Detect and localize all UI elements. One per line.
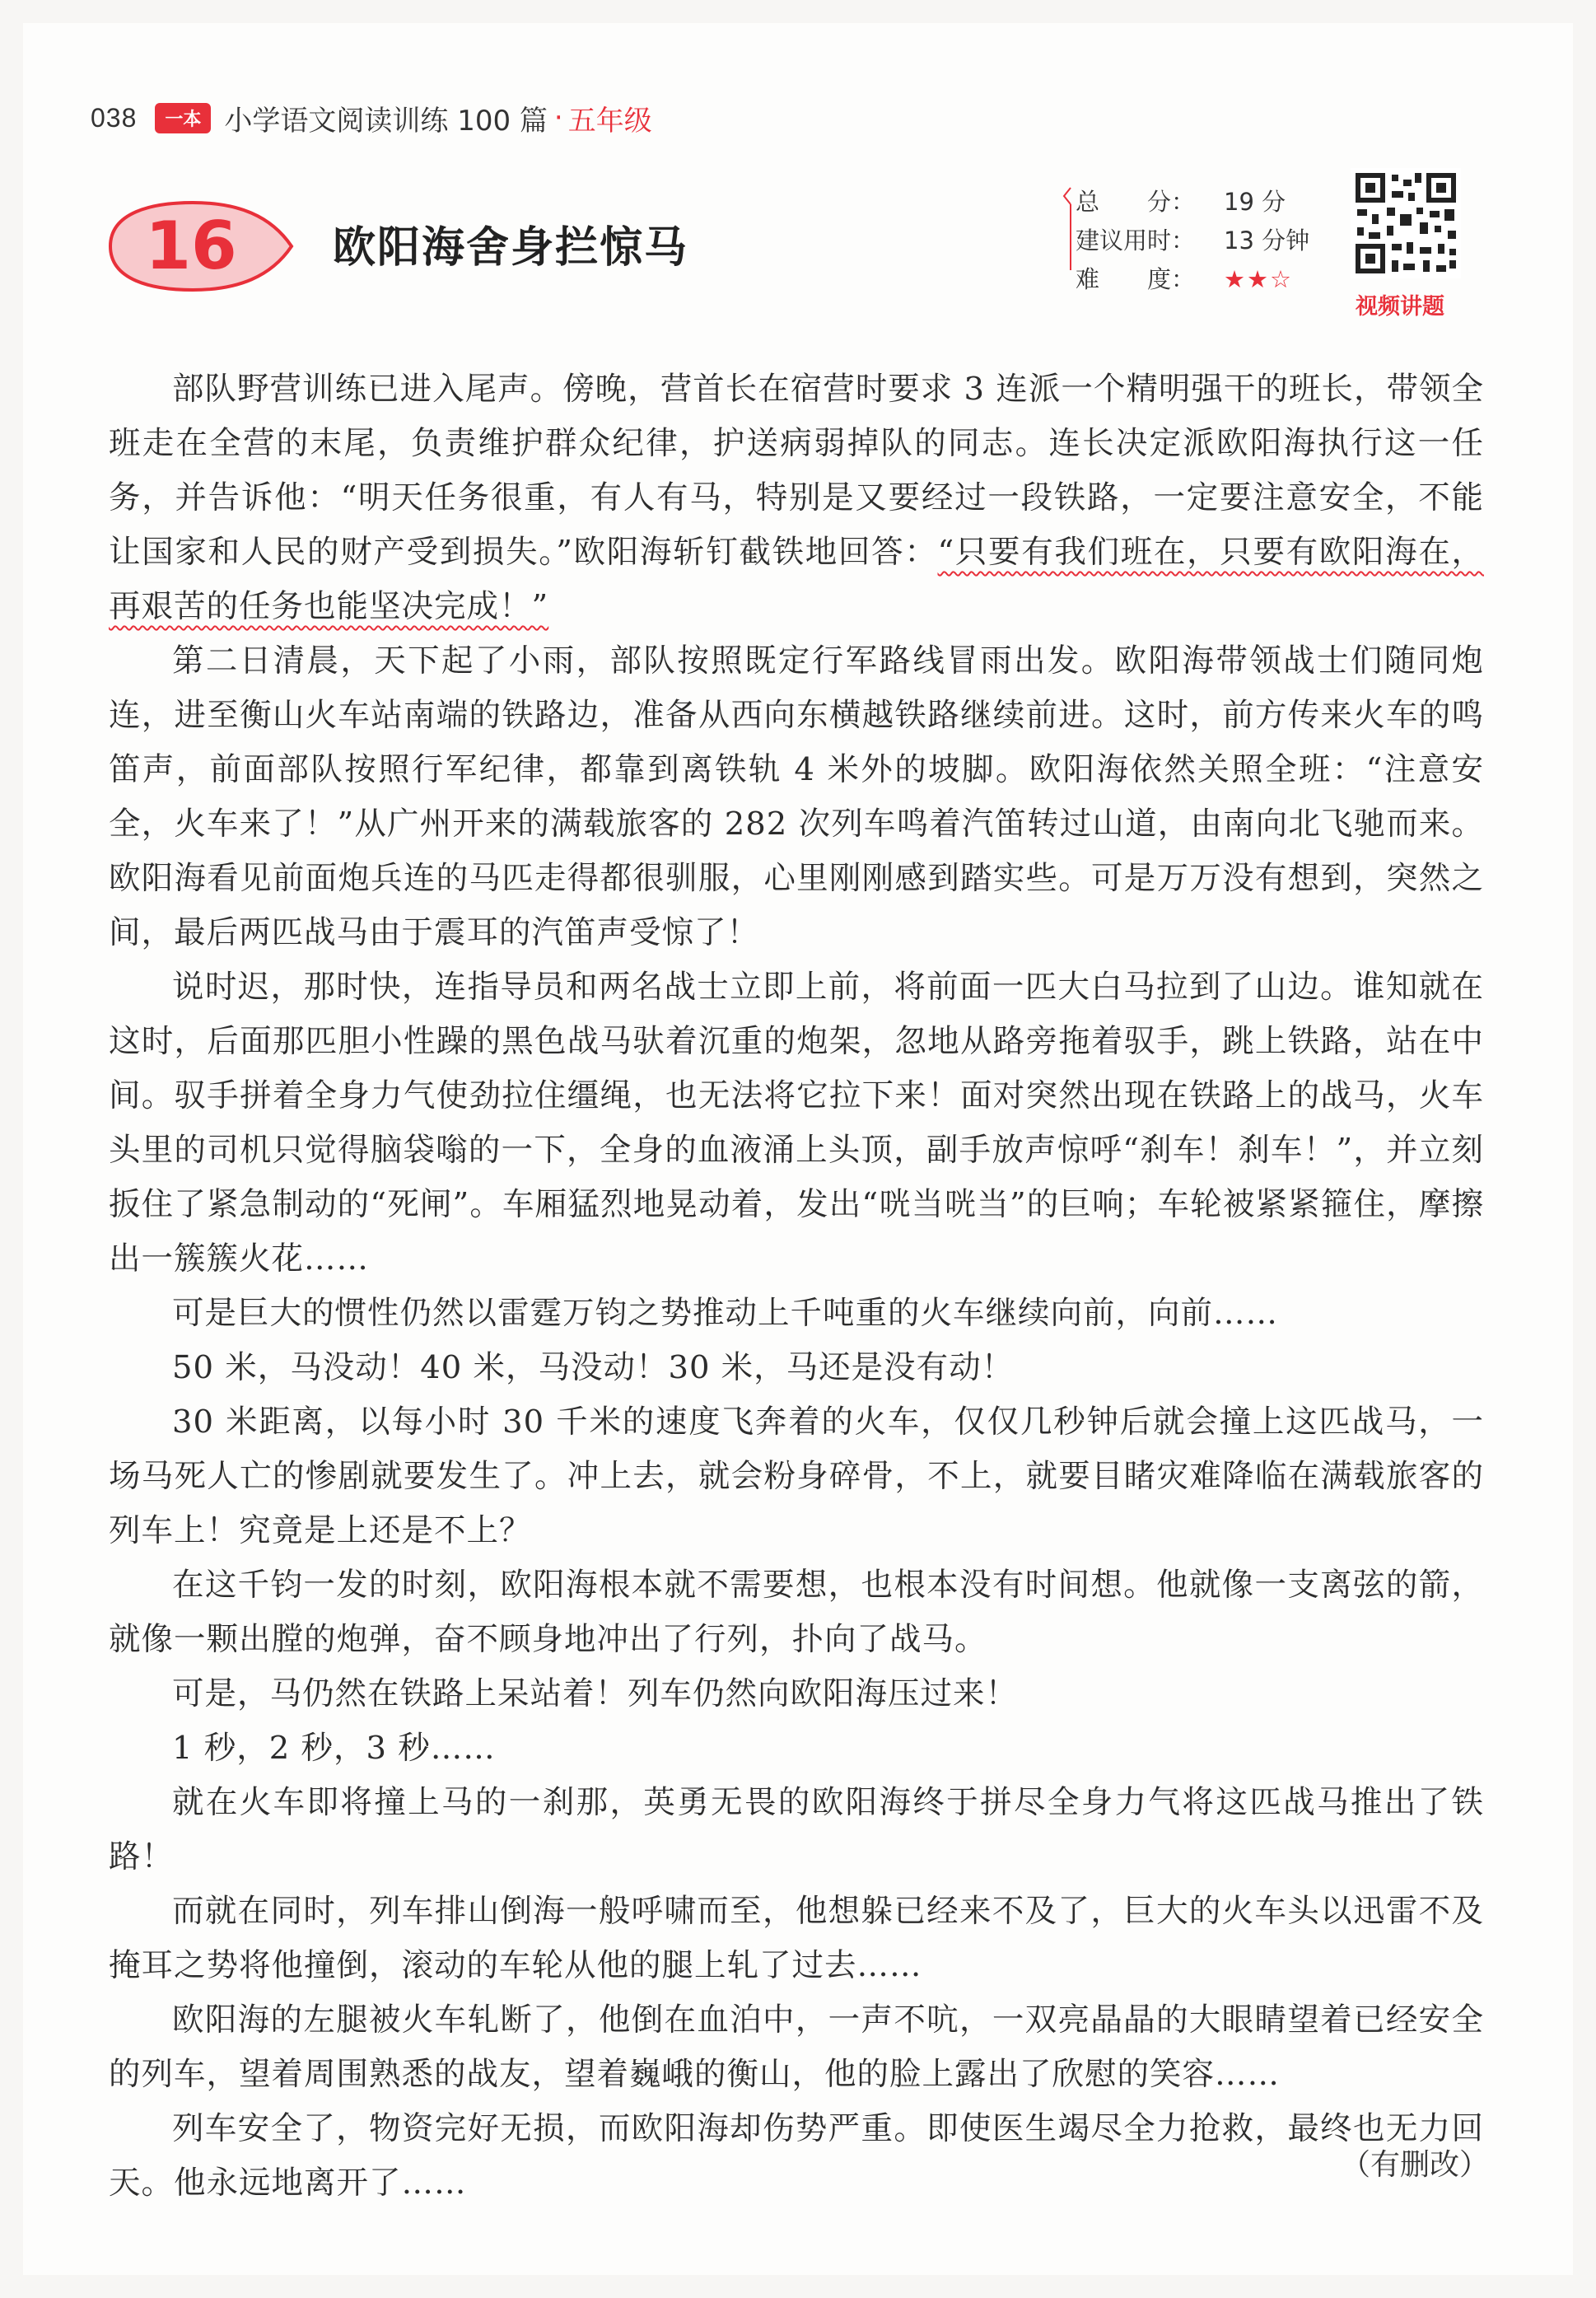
difficulty-stars: ★★☆: [1224, 265, 1293, 293]
paragraph: [109, 362, 1484, 634]
video-lesson-link[interactable]: 视频讲题: [1356, 294, 1444, 320]
suggested-time-label: 建议用时：: [1076, 227, 1196, 255]
running-header: [91, 97, 652, 138]
paragraph: 50 米，马没动！40 米，马没动！30 米，马还是没有动！: [172, 1349, 1015, 1386]
paragraph: 1 秒，2 秒，3 秒……: [172, 1730, 496, 1767]
lesson-number: 16: [145, 208, 237, 284]
source-note: （有删改）: [1340, 2148, 1489, 2182]
paragraph: 第二日清晨，天下起了小雨，部队按照既定行军路线冒雨出发。欧阳海带领战士们随同炮连，进至衡山火车站南端的铁路边，准备从西向东横越铁路继续前进。这时，前方传来火车的鸣笛声，前面部队按照行军纪律，都靠到离铁轨 4 米外的坡脚。欧阳海依然关照全班：“注意安全，火车来了！”从广州开来的满载旅客的 282 次列车鸣着汽笛转过山道，由南向北飞驰而来。欧阳海看见前面炮兵连的马匹走得都很驯服，心里刚刚感到踏实些。可是万万没有想到，突然之间，最后两匹战马由于震耳的汽笛声受惊了！: [109, 642, 1484, 951]
paragraph: 30 米距离，以每小时 30 千米的速度飞奔着的火车，仅仅几秒钟后就会撞上这匹战马，一场马死人亡的惨剧就要发生了。冲上去，就会粉身碎骨，不上，就要目睹灾难降临在满载旅客的列车上！究竟是上还是不上？: [109, 1404, 1484, 1549]
paragraph: 列车安全了，物资完好无损，而欧阳海却伤势严重。即使医生竭尽全力抢救，最终也无力回天。他永远地离开了……: [109, 2110, 1484, 2202]
difficulty-label: 难 度：: [1076, 265, 1196, 293]
grade-label: 五年级: [567, 104, 652, 138]
article-body: [109, 362, 1484, 2211]
qr-code-icon[interactable]: [1351, 168, 1461, 278]
bracket-decoration: [1061, 184, 1074, 275]
suggested-time-value: 13 分钟: [1224, 227, 1310, 255]
paragraph: 可是巨大的惯性仍然以雷霆万钧之势推动上千吨重的火车继续向前，向前……: [172, 1295, 1279, 1332]
page-number: 038: [91, 102, 138, 133]
paragraph-text: 部队野营训练已进入尾声。傍晚，营首长在宿营时要求 3 连派一个精明强干的班长，带领全班走在全营的末尾，负责维护群众纪律，护送病弱掉队的同志。连长决定派欧阳海执行这一任务，并告诉他：“明天任务很重，有人有马，特别是又要经过一段铁路，一定要注意安全，不能让国家和人民的财产受到损失。”欧阳海斩钉截铁地回答：: [109, 371, 1484, 571]
article-title: 欧阳海舍身拦惊马: [333, 223, 689, 273]
info-box: [1076, 183, 1309, 299]
brand-logo: 一本: [155, 103, 211, 133]
series-title: 小学语文阅读训练 100 篇: [224, 104, 548, 138]
total-score-value: 19 分: [1224, 188, 1286, 216]
paragraph: 说时迟，那时快，连指导员和两名战士立即上前，将前面一匹大白马拉到了山边。谁知就在这时，后面那匹胆小性躁的黑色战马驮着沉重的炮架，忽地从路旁拖着驭手，跳上铁路，站在中间。驭手拼着全身力气使劲拉住缰绳，也无法将它拉下来！面对突然出现在铁路上的战马，火车头里的司机只觉得脑袋嗡的一下，全身的血液涌上头顶，副手放声惊呼“刹车！刹车！”，并立刻扳住了紧急制动的“死闸”。车厢猛烈地晃动着，发出“咣当咣当”的巨响；车轮被紧紧箍住，摩擦出一簇簇火花……: [109, 969, 1484, 1277]
underlined-quote: “只要有我们班在，只要有欧阳海在，再艰苦的任务也能坚决完成！”: [109, 534, 1484, 625]
paragraph: 可是，马仍然在铁路上呆站着！列车仍然向欧阳海压过来！: [172, 1675, 1019, 1712]
paragraph: 就在火车即将撞上马的一刹那，英勇无畏的欧阳海终于拼尽全身力气将这匹战马推出了铁路！: [109, 1784, 1484, 1875]
lesson-number-badge: [94, 198, 295, 295]
paragraph: 在这千钧一发的时刻，欧阳海根本就不需要想，也根本没有时间想。他就像一支离弦的箭，就像一颗出膛的炮弹，奋不顾身地冲出了行列，扑向了战马。: [109, 1567, 1484, 1658]
paragraph: 而就在同时，列车排山倒海一般呼啸而至，他想躲已经来不及了，巨大的火车头以迅雷不及掩耳之势将他撞倒，滚动的车轮从他的腿上轧了过去……: [109, 1893, 1484, 1984]
separator-dot: ·: [553, 101, 563, 134]
paragraph: 欧阳海的左腿被火车轧断了，他倒在血泊中，一声不吭，一双亮晶晶的大眼睛望着已经安全的列车，望着周围熟悉的战友，望着巍峨的衡山，他的脸上露出了欣慰的笑容……: [109, 2001, 1484, 2093]
total-score-label: 总 分：: [1076, 188, 1196, 216]
